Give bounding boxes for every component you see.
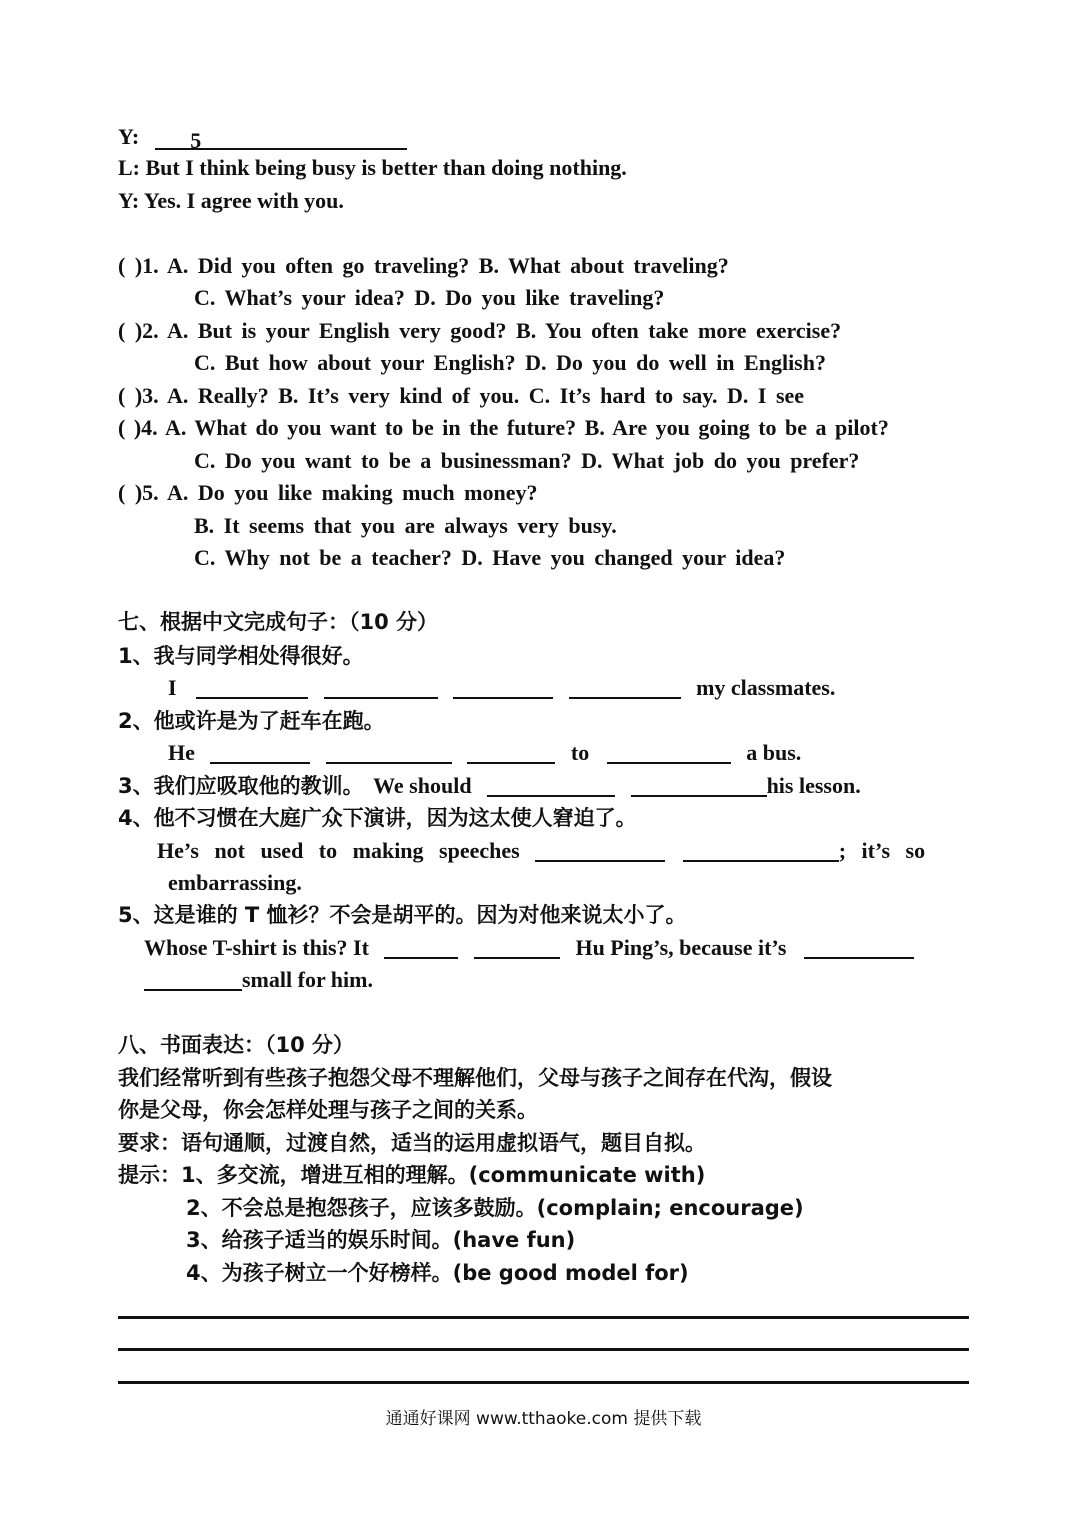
writing-line[interactable]	[118, 1316, 969, 1319]
writing-hint-2: 2、不会总是抱怨孩子，应该多鼓励。(complain; encourage)	[186, 1196, 804, 1220]
sentence5-chinese: 5、这是谁的 T 恤衫？不会是胡平的。因为对他来说太小了。	[118, 903, 687, 927]
fill-blank[interactable]	[607, 742, 731, 764]
sentence-word: He’s not used to making speeches	[157, 838, 520, 863]
writing-hint-4: 4、为孩子树立一个好榜样。(be good model for)	[186, 1261, 689, 1285]
section7-title: 七、根据中文完成句子：（10 分）	[118, 610, 439, 634]
option-q3: ( )3. A. Really? B. It’s very kind of you. C. It’s hard to say. D. I see	[118, 383, 805, 408]
option-q4-ab: ( )4. A. What do you want to be in the future? B. Are you going to be a pilot?	[118, 415, 889, 440]
answer-blank-5[interactable]	[155, 128, 407, 153]
option-q1-ab: ( )1. A. Did you often go traveling? B. What about traveling?	[118, 253, 729, 278]
fill-blank[interactable]	[474, 937, 560, 959]
fill-blank[interactable]	[210, 742, 310, 764]
sentence-word: ; it’s so	[838, 838, 926, 863]
fill-blank[interactable]	[384, 937, 458, 959]
option-q4-cd: C. Do you want to be a businessman? D. What job do you prefer?	[194, 448, 860, 473]
fill-blank[interactable]	[144, 969, 242, 991]
writing-hint-1: 提示：1、多交流，增进互相的理解。(communicate with)	[118, 1163, 706, 1187]
sentence-word: We should	[373, 773, 472, 798]
writing-requirements: 要求：语句通顺，过渡自然，适当的运用虚拟语气，题目自拟。	[118, 1131, 706, 1155]
dialogue-line-l: L: But I think being busy is better than doing nothing.	[118, 155, 627, 180]
fill-blank[interactable]	[804, 937, 914, 959]
fill-blank[interactable]	[569, 677, 681, 699]
option-q5-a: ( )5. A. Do you like making much money?	[118, 480, 538, 505]
section8-title: 八、书面表达：（10 分）	[118, 1033, 355, 1057]
sentence-word: a bus.	[746, 740, 802, 765]
fill-blank[interactable]	[324, 677, 438, 699]
writing-hint-3: 3、给孩子适当的娱乐时间。(have fun)	[186, 1228, 576, 1252]
sentence5-continued	[144, 967, 373, 993]
option-q1-cd: C. What’s your idea? D. Do you like traveling?	[194, 285, 665, 310]
writing-prompt-line2: 你是父母，你会怎样处理与孩子之间的关系。	[118, 1098, 538, 1122]
sentence-word: my classmates.	[696, 675, 836, 700]
fill-blank[interactable]	[467, 742, 555, 764]
sentence2-chinese: 2、他或许是为了赶车在跑。	[118, 709, 385, 733]
sentence5-english	[144, 935, 914, 961]
fill-blank[interactable]	[453, 677, 553, 699]
sentence4-english	[157, 838, 925, 864]
fill-blank[interactable]	[196, 677, 308, 699]
sentence1-english	[168, 675, 835, 701]
dialogue-line-y5	[118, 124, 407, 153]
speaker-label: Y:	[118, 124, 140, 149]
sentence1-chinese: 1、我与同学相处得很好。	[118, 644, 364, 668]
sentence-word: small for him.	[242, 967, 373, 992]
option-q2-cd: C. But how about your English? D. Do you do well in English?	[194, 350, 826, 375]
option-q2-ab: ( )2. A. But is your English very good? B. You often take more exercise?	[118, 318, 842, 343]
sentence4-chinese: 4、他不习惯在大庭广众下演讲，因为这太使人窘迫了。	[118, 806, 637, 830]
option-q5-cd: C. Why not be a teacher? D. Have you changed your idea?	[194, 545, 786, 570]
writing-line[interactable]	[118, 1381, 969, 1384]
sentence4-continued: embarrassing.	[168, 870, 302, 895]
footer-credit: 通通好课网 www.tthaoke.com 提供下载	[385, 1409, 702, 1429]
sentence-word: Hu Ping’s, because it’s	[575, 935, 787, 960]
fill-blank[interactable]	[487, 775, 615, 797]
blank-number: 5	[190, 128, 202, 153]
sentence3-chinese: 3、我们应吸取他的教训。	[118, 774, 364, 798]
sentence-word: his lesson.	[766, 773, 861, 798]
sentence-word: I	[168, 675, 177, 700]
dialogue-line-y: Y: Yes. I agree with you.	[118, 188, 344, 213]
option-q5-b: B. It seems that you are always very busy.	[194, 513, 617, 538]
fill-blank[interactable]	[326, 742, 452, 764]
writing-prompt-line1: 我们经常听到有些孩子抱怨父母不理解他们，父母与孩子之间存在代沟，假设	[118, 1066, 832, 1090]
sentence3	[118, 773, 861, 799]
fill-blank[interactable]	[683, 840, 839, 862]
writing-line[interactable]	[118, 1348, 969, 1351]
sentence-word: He	[168, 740, 195, 765]
sentence-word: Whose T-shirt is this? It	[144, 935, 369, 960]
fill-blank[interactable]	[535, 840, 665, 862]
sentence2-english	[168, 740, 801, 766]
sentence-word: to	[570, 740, 590, 765]
fill-blank[interactable]	[631, 775, 767, 797]
